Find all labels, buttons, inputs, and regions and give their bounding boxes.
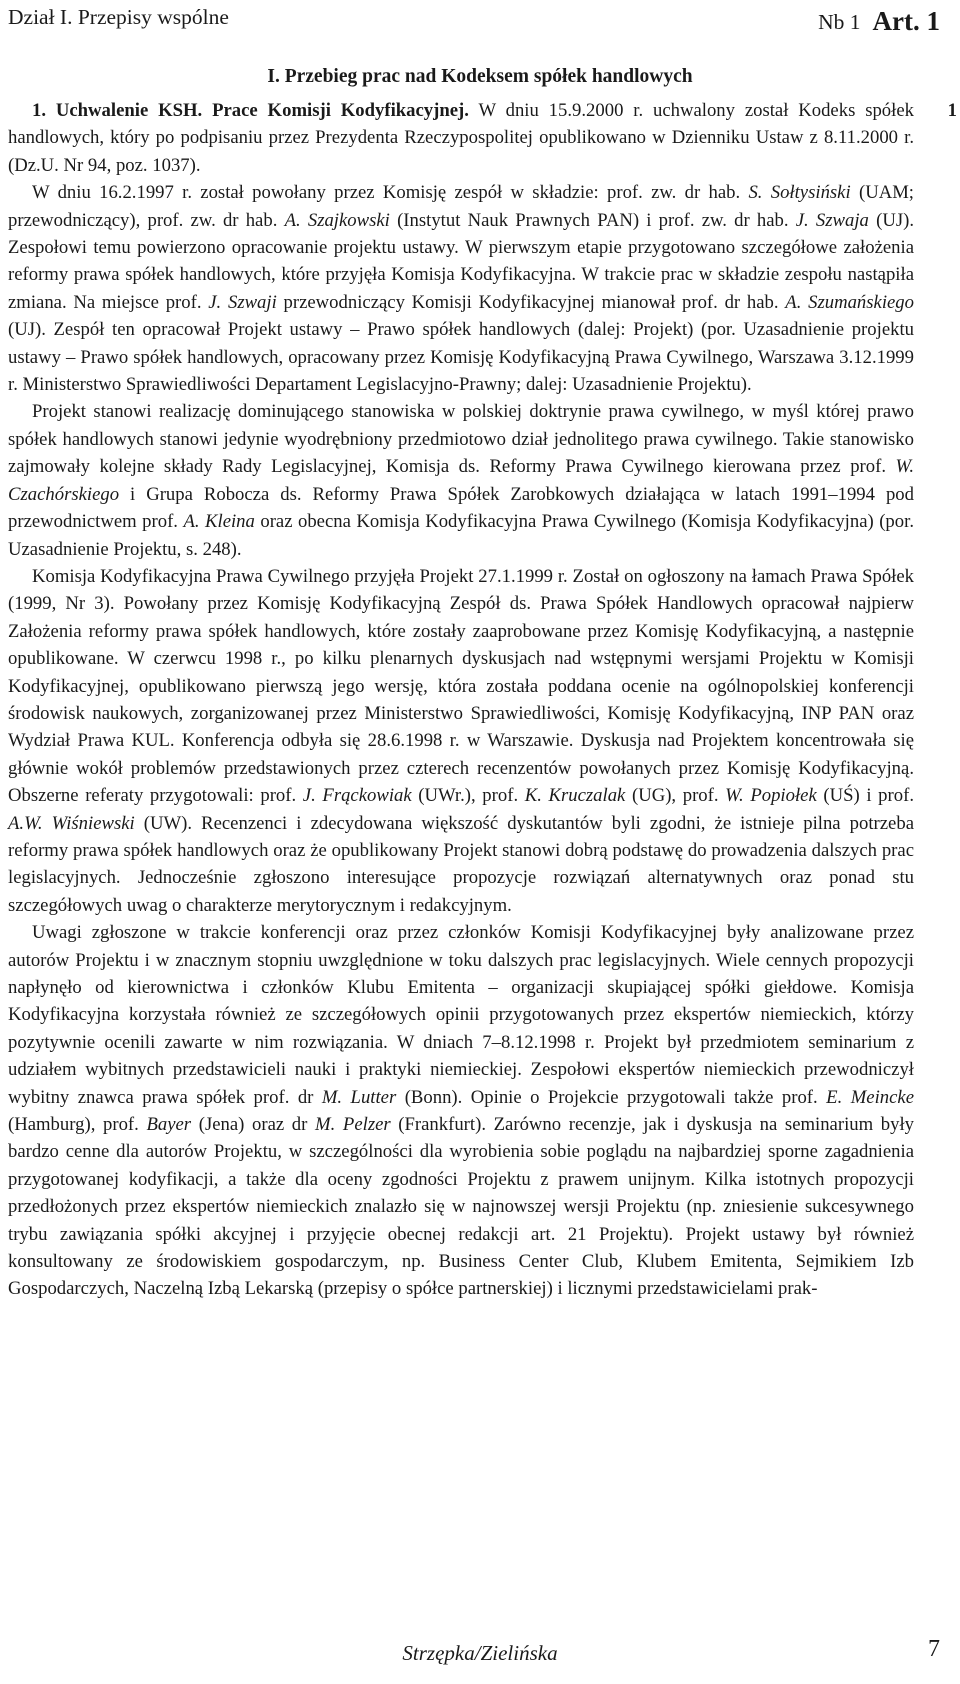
person-name: J. Szwaja (795, 209, 869, 231)
paragraph-4 (8, 563, 914, 919)
person-name: Bayer (146, 1114, 192, 1136)
section-title: I. Przebieg prac nad Kodeksem spółek handlowych (267, 66, 693, 87)
person-name: M. Pelzer (315, 1114, 391, 1136)
footer-authors: Strzępka/Zielińska (402, 1641, 558, 1665)
person-name: J. Frąckowiak (302, 785, 412, 807)
person-name: W. Popiołek (725, 785, 817, 807)
text-run: (UG), prof. (625, 785, 726, 807)
text-run: (UJ). Zespołowi temu powierzono opracowanie projektu ustawy. W pierwszym etapie przygotowano szczegółowe założenia reformy prawa spółek handlowych, które przyjęła Komisja Kodyfikacyjna. W trakcie prac w składzie zespołu nastąpiła zmiana. Na miejsce prof. (8, 209, 914, 313)
paragraph-2 (8, 179, 914, 398)
paragraph-3 (8, 398, 914, 562)
text-run: W dniu 15.9.2000 r. uchwalony został Kodeks spółek handlowych, który po podpisaniu przez Prezydenta Rzeczypospolitej opublikowano w Dzienniku Ustaw z 8.11.2000 r. (Dz.U. Nr 94, poz. 1037). (8, 100, 914, 176)
person-name: A. Szumańskiego (785, 291, 914, 313)
person-name: E. Meincke (826, 1086, 914, 1108)
person-name: A.W. Wiśniewski (8, 812, 135, 834)
person-name: A. Szajkowski (284, 209, 390, 231)
text-run: (UŚ) i prof. (816, 785, 914, 807)
text-run: Komisja Kodyfikacyjna Prawa Cywilnego przyjęła Projekt 27.1.1999 r. Został on ogłoszony na łamach Prawa Spółek (1999, Nr 3). Powołany przez Komisję Kodyfikacyjną Zespół ds. Prawa Spółek Handlowych opracował najpierw Założenia reformy prawa spółek handlowych, które zostały zaaprobowane przez Komisję Kodyfikacyjną, a następnie opublikowane. W czerwcu 1998 r., po kilku plenarnych dyskusjach nad wstępnymi wersjami Projektu w Komisji Kodyfikacyjnej, opublikowano pierwszą jego wersję, która została poddana ocenie na ogólnopolskiej konferencji środowisk naukowych, zorganizowanej przez Ministerstwo Sprawiedliwości, Komisję Kodyfikacyjną, INP PAN oraz Wydział Prawa KUL. Konferencja odbyła się 28.6.1998 r. w Warszawie. Dyskusja nad Projektem koncentrowała się głównie wokół problemów przedstawionych przez czterech recenzentów powołanych przez Komisję Kodyfikacyjną. Obszerne referaty przygotowali: prof. (8, 565, 914, 807)
header-article: Art. 1 (872, 6, 940, 36)
header-nb: Nb 1 (818, 10, 861, 34)
point-heading: 1. Uchwalenie KSH. Prace Komisji Kodyfikacyjnej. (32, 100, 469, 121)
page-number: 7 (928, 1636, 940, 1662)
body-text (8, 97, 914, 1303)
person-name: K. Kruczalak (524, 785, 626, 807)
paragraph-5 (8, 919, 914, 1303)
text-run: oraz obecna Komisja Kodyfikacyjna Prawa Cywilnego (Komisja Kodyfikacyjna) (por. Uzasadnienie Projektu, s. 248). (8, 511, 914, 560)
text-run: Projekt stanowi realizację dominującego stanowiska w polskiej doktrynie prawa cywilnego, w myśl której prawo spółek handlowych stanowi jedynie wyodrębniony przedmiotowo dział jednolitego prawa cywilnego. Takie stanowisko zajmowały kolejne składy Rady Legislacyjnej, Komisja ds. Reformy Prawa Cywilnego kierowana przez prof. (8, 401, 914, 478)
header-section-label: Dział I. Przepisy wspólne (8, 5, 229, 29)
text-run: W dniu 16.2.1997 r. został powołany przez Komisję zespół w składzie: prof. zw. dr hab. (32, 182, 749, 204)
person-name: S. Sołtysiński (748, 182, 851, 204)
text-run: przewodniczący Komisji Kodyfikacyjnej mianował prof. dr hab. (276, 291, 786, 313)
text-run: (Bonn). Opinie o Projekcie przygotowali także prof. (396, 1086, 827, 1108)
text-run: (Instytut Nauk Prawnych PAN) i prof. zw. dr hab. (389, 209, 796, 231)
margin-number: 1 (947, 100, 957, 121)
text-run: (UAM; przewodniczący), prof. zw. dr hab. (8, 182, 914, 231)
person-name: J. Szwaji (208, 291, 277, 313)
text-run: (Jena) oraz dr (191, 1114, 316, 1136)
text-run: (UJ). Zespół ten opracował Projekt ustawy – Prawo spółek handlowych (dalej: Projekt) (por. Uzasadnienie projektu ustawy – Prawo spółek handlowych, opracowany przez Komisję Kodyfikacyjną Prawa Cywilnego, Warszawa 3.12.1999 r. Ministerstwo Sprawiedliwości Departament Legislacyjno-Prawny; dalej: Uzasadnienie Projektu). (8, 319, 914, 396)
person-name: A. Kleina (183, 511, 255, 533)
running-header (8, 5, 940, 39)
person-name: W. Czachórskiego (8, 456, 914, 505)
text-run: Uwagi zgłoszone w trakcie konferencji oraz przez członków Komisji Kodyfikacyjnej były analizowane przez autorów Projektu i w znacznym stopniu uwzględnione w toku dalszych prac legislacyjnych. Wiele cennych propozycji napłynęło od kierownictwa i członków Klubu Emitenta – organizacji skupiającej spółki giełdowe. Komisja Kodyfikacyjna korzystała również ze szczegółowych opinii przygotowanych przez ekspertów niemieckich, którzy pozytywnie ocenili zawarte w nim rozwiązania. W dniach 7–8.12.1998 r. Projekt był przedmiotem seminarium z udziałem wybitnych przedstawicieli nauki i praktyki niemieckiej. Zespołowi ekspertów niemieckich przewodniczył wybitny znawca prawa spółek prof. dr (8, 922, 914, 1108)
paragraph-1 (8, 97, 914, 179)
text-run: (UW). Recenzenci i zdecydowana większość dyskutantów byli zgodni, że istnieje pilna potrzeba reformy prawa spółek handlowych oraz że opublikowany Projekt stanowi dobrą podstawę do prowadzenia dalszych prac legislacyjnych. Jednocześnie zgłoszono interesujące propozycje rozwiązań alternatywnych oraz ponad stu szczegółowych uwag o charakterze merytorycznym i redakcyjnym. (8, 812, 914, 916)
text-run: i Grupa Robocza ds. Reformy Prawa Spółek Zarobkowych działająca w latach 1991–1994 pod przewodnictwem prof. (8, 483, 914, 533)
person-name: M. Lutter (321, 1086, 397, 1108)
text-run: (Hamburg), prof. (8, 1114, 147, 1136)
text-run: (Frankfurt). Zarówno recenzje, jak i dyskusja na seminarium były bardzo cenne dla autorów Projektu, w szczególności dla wyrobienia sobie poglądu na najbardziej sporne zagadnienia przygotowanej kodyfikacji, a także dla oceny zgodności Projektu z prawem unijnym. Kilka istotnych propozycji przedłożonych przez ekspertów niemieckich znalazło się w najnowszej wersji Projektu (np. zniesienie sukcesywnego trybu zawiązania spółki akcyjnej i przyjęcie obecnej redakcji art. 21 Projektu). Projekt ustawy był również konsultowany ze środowiskiem gospodarczym, np. Business Center Club, Klubem Emitenta, Sejmikiem Izb Gospodarczych, Naczelną Izbą Lekarską (przepisy o spółce partnerskiej) i licznymi przedstawicielami prak- (8, 1114, 915, 1300)
text-run: (UWr.), prof. (411, 785, 525, 807)
header-reference (818, 5, 940, 36)
